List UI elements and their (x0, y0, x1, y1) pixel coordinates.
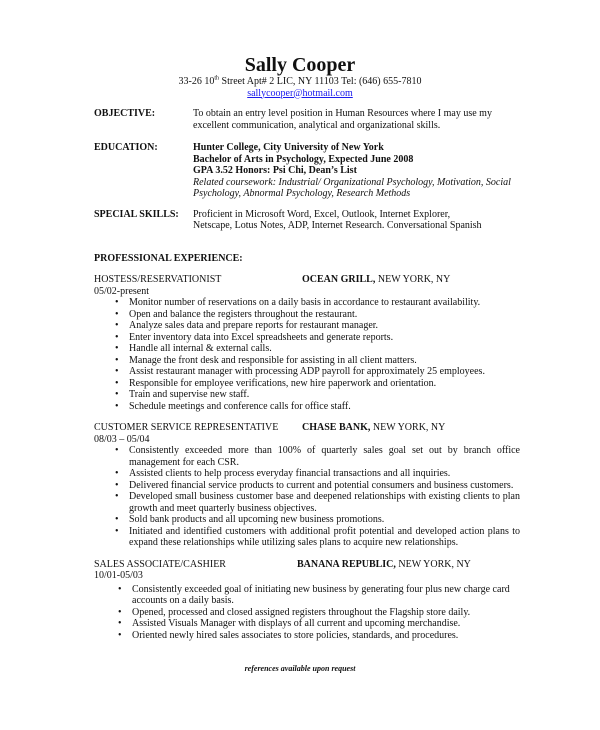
duty-item: • Sold bank products and all upcoming new business promotions. (115, 514, 520, 526)
duty-item: • Consistently exceeded more than 100% of quarterly sales goal set out by branch office management for each CSR. (115, 445, 520, 468)
duty-item: • Developed small business customer base and deepened relationships with existing clients to plan growth and meet quarterly business objectives. (115, 491, 520, 514)
job-banana-republic (94, 559, 534, 642)
education-section (94, 142, 534, 200)
job-title: SALES ASSOCIATE/CASHIER (94, 558, 226, 570)
resume-body (94, 108, 534, 641)
skills-label: SPECIAL SKILLS: (94, 208, 179, 220)
job-title: CUSTOMER SERVICE REPRESENTATIVE (94, 422, 279, 433)
objective-label: OBJECTIVE: (94, 108, 156, 119)
job-ocean-grill (94, 274, 534, 412)
company-location: NEW YORK, NY (395, 558, 471, 570)
objective-line: To obtain an entry level position in Human Resources where I may use my (193, 108, 492, 119)
education-details (193, 142, 528, 200)
duty-item: • Manage the front desk and responsible for assisting in all client matters. (115, 355, 530, 367)
experience-heading: PROFESSIONAL EXPERIENCE: (94, 252, 243, 264)
references-note: references available upon request (244, 664, 356, 673)
duty-item: • Assisted Visuals Manager with displays of all current and upcoming merchandise. (118, 618, 513, 630)
company-name: CHASE BANK, (302, 422, 371, 433)
degree: Bachelor of Arts in Psychology, Expected June 2008 (193, 153, 414, 165)
job-title: HOSTESS/RESERVATIONIST (94, 274, 222, 285)
skills-text (193, 209, 528, 232)
address-rest: Street Apt# 2 LIC, NY 11103 Tel: (646) 655-7810 (219, 76, 422, 87)
job-header (94, 422, 534, 434)
candidate-name: Sally Cooper (244, 54, 356, 76)
duty-item: • Delivered financial service products to current and potential consumers and business customers. (115, 480, 520, 492)
duty-item: • Oriented newly hired sales associates to store policies, standards, and procedures. (118, 630, 513, 642)
job-dates: 10/01-05/03 (94, 570, 143, 581)
honors: GPA 3.52 Honors: Psi Chi, Dean’s List (193, 165, 357, 176)
objective-text (193, 108, 528, 131)
duty-item: • Analyze sales data and prepare reports for restaurant manager. (115, 320, 530, 332)
duty-item: • Train and supervise new staff. (115, 389, 530, 401)
job-header (94, 274, 534, 286)
job-header (94, 559, 534, 571)
skills-section (94, 209, 534, 232)
company-name: BANANA REPUBLIC, (297, 558, 396, 570)
duty-item: • Open and balance the registers throughout the restaurant. (115, 309, 530, 321)
duty-item: • Handle all internal & external calls. (115, 343, 530, 355)
education-label: EDUCATION: (94, 142, 158, 153)
duty-item: • Monitor number of reservations on a daily basis in accordance to restaurant availability. (115, 297, 530, 309)
objective-line: excellent communication, analytical and organizational skills. (193, 119, 441, 131)
address-sup: th (214, 75, 220, 82)
objective-section (94, 108, 534, 131)
job-dates: 05/02-present (94, 285, 149, 297)
company-name: OCEAN GRILL, (302, 274, 376, 285)
duty-item: • Schedule meetings and conference calls for office staff. (115, 401, 530, 413)
company-location: NEW YORK, NY (375, 274, 451, 285)
coursework: Related coursework: Industrial/ Organizational Psychology, Motivation, Social Psychology, Abnormal Psychology, Research Methods (193, 176, 511, 199)
job-chase-bank (94, 422, 534, 549)
duty-item: • Opened, processed and closed assigned registers throughout the Flagship store daily. (118, 607, 513, 619)
job-dates: 08/03 – 05/04 (94, 433, 150, 445)
duty-item: • Assisted clients to help process everyday financial transactions and all inquiries. (115, 468, 520, 480)
school: Hunter College, City University of New York (193, 142, 384, 153)
duties-list (115, 297, 530, 412)
skills-line: Proficient in Microsoft Word, Excel, Outlook, Internet Explorer, (193, 208, 451, 220)
company-location: NEW YORK, NY (370, 422, 446, 433)
skills-line: Netscape, Lotus Notes, ADP, Internet Research. Conversational Spanish (193, 220, 482, 231)
duty-item: • Consistently exceeded goal of initiating new business by generating four plus new charge card accounts on a daily basis. (118, 584, 513, 607)
duties-list (118, 584, 513, 642)
address-start: 33-26 10 (178, 76, 215, 87)
duty-item: • Initiated and identified customers with additional profit potential and developed action plans to expand these relationships while utilizing sales plans to acquire new relationships. (115, 526, 520, 549)
duty-item: • Enter inventory data into Excel spreadsheets and generate reports. (115, 332, 530, 344)
duty-item: • Assist restaurant manager with processing ADP payroll for approximately 25 employees. (115, 366, 530, 378)
email-link[interactable]: sallycooper@hotmail.com (247, 87, 353, 99)
duty-item: • Responsible for employee verifications, new hire paperwork and orientation. (115, 378, 530, 390)
contact-address (0, 76, 600, 88)
duties-list (115, 445, 520, 549)
